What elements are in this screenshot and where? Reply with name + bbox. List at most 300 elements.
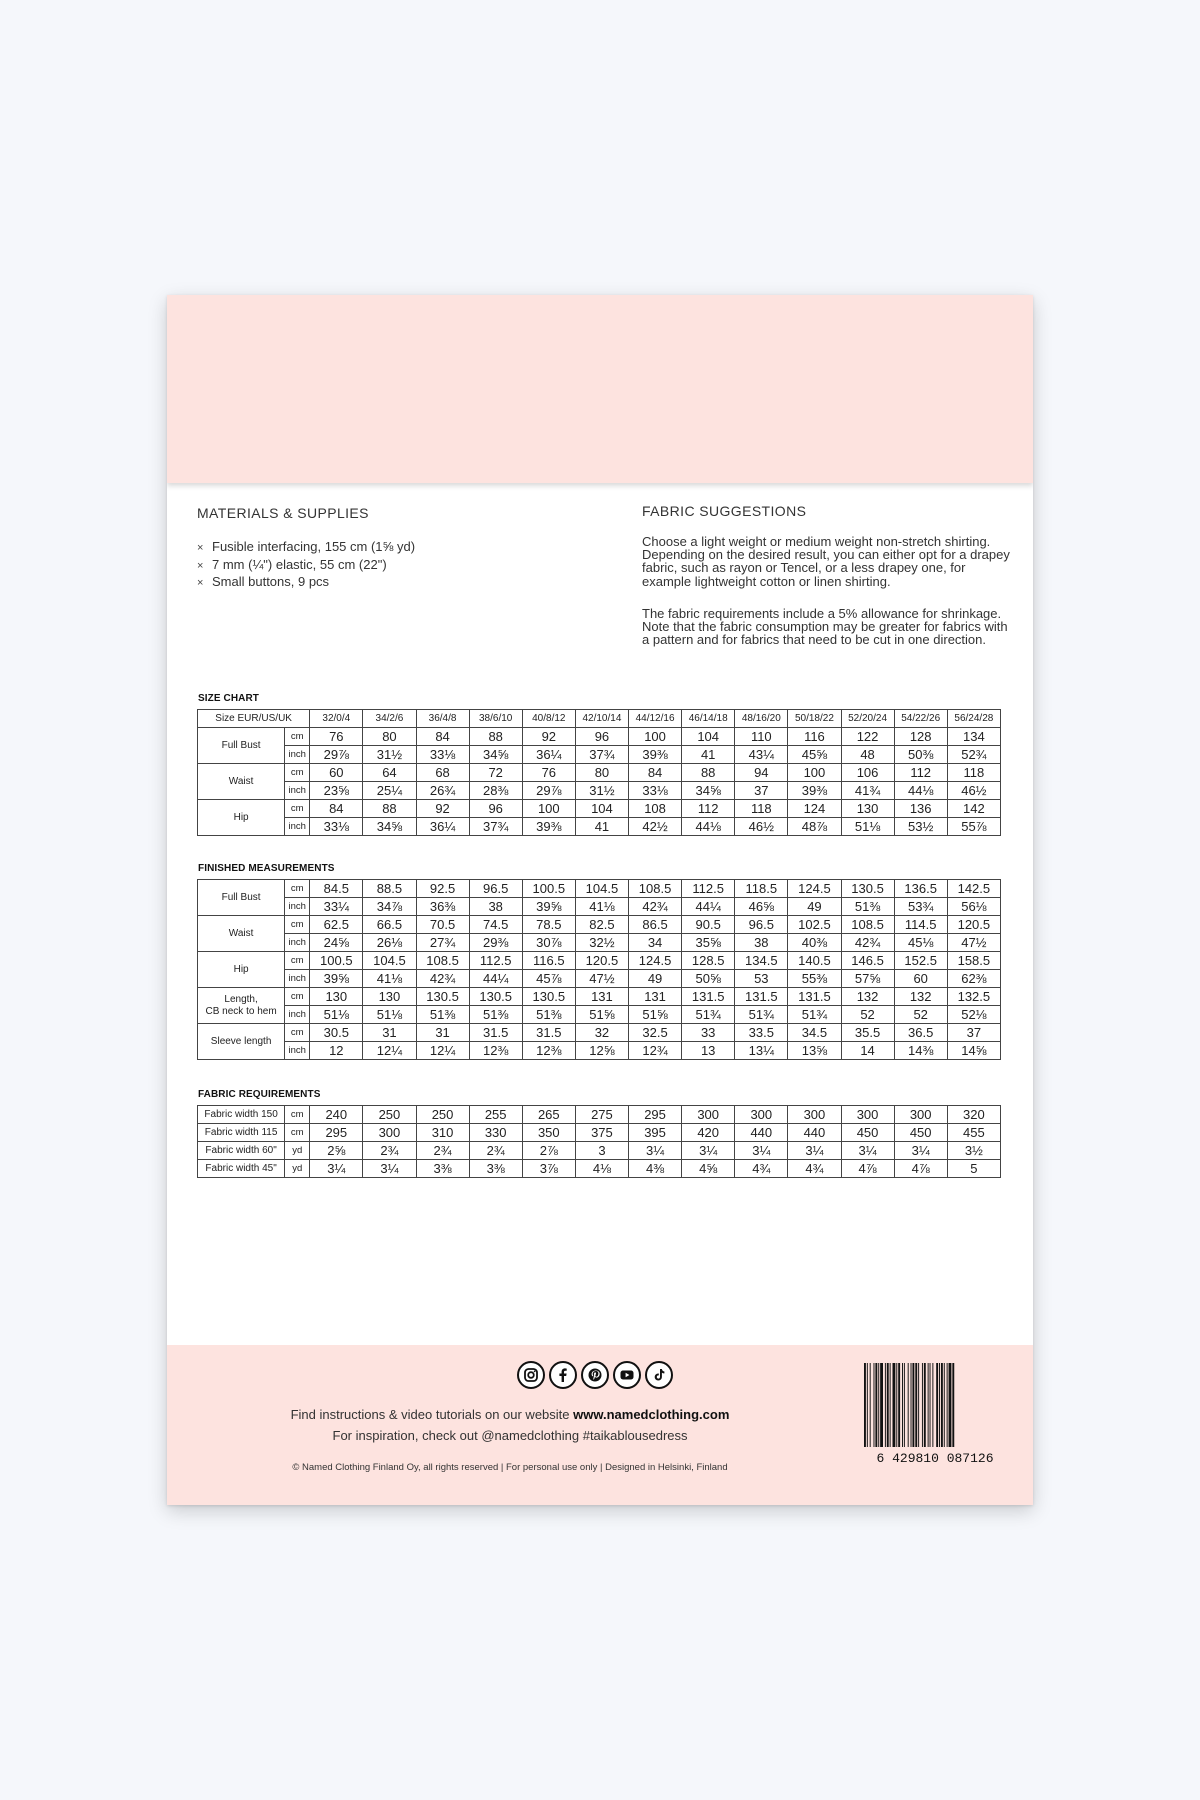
- table-row: [198, 1160, 1001, 1178]
- website-link[interactable]: www.namedclothing.com: [573, 1407, 730, 1422]
- size-column-header: 34/2/6: [363, 710, 416, 728]
- value-cell: 76: [522, 764, 575, 782]
- value-cell: 51¾: [682, 1006, 735, 1024]
- value-cell: 62.5: [310, 916, 363, 934]
- value-cell: 118.5: [735, 880, 788, 898]
- value-cell: 5: [947, 1160, 1000, 1178]
- value-cell: 39⅜: [522, 818, 575, 836]
- value-cell: 13¼: [735, 1042, 788, 1060]
- barcode-bar: [918, 1363, 919, 1447]
- inspiration-line: For inspiration, check out @namedclothing #taikablousedress: [332, 1428, 688, 1443]
- value-cell: 29⅜: [469, 934, 522, 952]
- barcode-bar: [878, 1363, 879, 1447]
- value-cell: 158.5: [947, 952, 1000, 970]
- value-cell: 44¼: [469, 970, 522, 988]
- unit-cell: cm: [285, 988, 310, 1006]
- value-cell: 455: [947, 1124, 1000, 1142]
- size-column-header: 48/16/20: [735, 710, 788, 728]
- value-cell: 12⅜: [522, 1042, 575, 1060]
- value-cell: 31½: [363, 746, 416, 764]
- value-cell: 51⅝: [629, 1006, 682, 1024]
- value-cell: 14⅜: [894, 1042, 947, 1060]
- value-cell: 450: [841, 1124, 894, 1142]
- value-cell: 34⅝: [363, 818, 416, 836]
- value-cell: 84: [310, 800, 363, 818]
- table-row: [198, 916, 1001, 934]
- value-cell: 36.5: [894, 1024, 947, 1042]
- value-cell: 102.5: [788, 916, 841, 934]
- size-column-header: 50/18/22: [788, 710, 841, 728]
- value-cell: 116: [788, 728, 841, 746]
- value-cell: 131.5: [682, 988, 735, 1006]
- unit-cell: inch: [285, 898, 310, 916]
- table-row: [198, 898, 1001, 916]
- value-cell: 3¼: [310, 1160, 363, 1178]
- barcode-bar: [911, 1363, 912, 1447]
- value-cell: 76: [310, 728, 363, 746]
- materials-list: [197, 539, 415, 592]
- measurement-label: Waist: [198, 764, 285, 800]
- value-cell: 110: [735, 728, 788, 746]
- measurement-label: Full Bust: [198, 728, 285, 764]
- value-cell: 33⅛: [629, 782, 682, 800]
- value-cell: 4¾: [788, 1160, 841, 1178]
- value-cell: 36¼: [522, 746, 575, 764]
- value-cell: 4⅞: [841, 1160, 894, 1178]
- barcode-bar: [944, 1363, 945, 1447]
- value-cell: 60: [894, 970, 947, 988]
- value-cell: 3¼: [788, 1142, 841, 1160]
- value-cell: 12: [310, 1042, 363, 1060]
- unit-cell: yd: [285, 1142, 310, 1160]
- value-cell: 46½: [947, 782, 1000, 800]
- barcode-bar: [936, 1363, 938, 1447]
- barcode-bar: [870, 1363, 871, 1447]
- value-cell: 116.5: [522, 952, 575, 970]
- tiktok-icon[interactable]: [645, 1361, 673, 1389]
- value-cell: 23⅝: [310, 782, 363, 800]
- value-cell: 112.5: [682, 880, 735, 898]
- bottom-pink-band: [167, 1345, 1033, 1505]
- value-cell: 4⅞: [894, 1160, 947, 1178]
- value-cell: 51¾: [735, 1006, 788, 1024]
- value-cell: 131.5: [788, 988, 841, 1006]
- fabric-width-label: Fabric width 60": [198, 1142, 285, 1160]
- value-cell: 134.5: [735, 952, 788, 970]
- barcode: [862, 1363, 1008, 1465]
- value-cell: 108.5: [629, 880, 682, 898]
- value-cell: 100.5: [522, 880, 575, 898]
- value-cell: 142.5: [947, 880, 1000, 898]
- value-cell: 32.5: [629, 1024, 682, 1042]
- website-line: [167, 1407, 853, 1422]
- barcode-bar: [893, 1363, 896, 1447]
- unit-cell: inch: [285, 1042, 310, 1060]
- value-cell: 106: [841, 764, 894, 782]
- value-cell: 51⅛: [363, 1006, 416, 1024]
- value-cell: 2¾: [416, 1142, 469, 1160]
- value-cell: 300: [363, 1124, 416, 1142]
- value-cell: 51⅛: [310, 1006, 363, 1024]
- value-cell: 2⅞: [522, 1142, 575, 1160]
- unit-cell: inch: [285, 746, 310, 764]
- facebook-icon[interactable]: [549, 1361, 577, 1389]
- barcode-bar: [949, 1363, 952, 1447]
- pattern-back-sheet: [167, 295, 1033, 1505]
- value-cell: 3: [575, 1142, 628, 1160]
- value-cell: 52⅛: [947, 1006, 1000, 1024]
- value-cell: 41⅛: [575, 898, 628, 916]
- barcode-bar: [915, 1363, 917, 1447]
- value-cell: 96: [469, 800, 522, 818]
- value-cell: 86.5: [629, 916, 682, 934]
- table-row: [198, 800, 1001, 818]
- table-row: [198, 782, 1001, 800]
- barcode-bar: [908, 1363, 909, 1447]
- value-cell: 39⅜: [629, 746, 682, 764]
- barcode-bar: [912, 1363, 914, 1447]
- value-cell: 37: [947, 1024, 1000, 1042]
- value-cell: 33.5: [735, 1024, 788, 1042]
- value-cell: 330: [469, 1124, 522, 1142]
- fabric-suggestions-paragraph: Choose a light weight or medium weight non-stretch shirting. Depending on the desired result, you can either opt for a drapey fabric, such as rayon or Tencel, or a less drapey one, for example lightweight cotton or linen shirting.: [642, 534, 1010, 589]
- value-cell: 92.5: [416, 880, 469, 898]
- pinterest-icon[interactable]: [581, 1361, 609, 1389]
- value-cell: 48: [841, 746, 894, 764]
- value-cell: 112: [682, 800, 735, 818]
- fabric-width-label: Fabric width 45": [198, 1160, 285, 1178]
- value-cell: 275: [575, 1106, 628, 1124]
- value-cell: 104.5: [575, 880, 628, 898]
- value-cell: 31: [363, 1024, 416, 1042]
- value-cell: 34⅞: [363, 898, 416, 916]
- instagram-icon[interactable]: [517, 1361, 545, 1389]
- value-cell: 45⅝: [788, 746, 841, 764]
- value-cell: 3¼: [894, 1142, 947, 1160]
- size-column-header: 46/14/18: [682, 710, 735, 728]
- barcode-bar: [930, 1363, 931, 1447]
- unit-cell: cm: [285, 800, 310, 818]
- value-cell: 28⅜: [469, 782, 522, 800]
- value-cell: 100.5: [310, 952, 363, 970]
- value-cell: 131: [629, 988, 682, 1006]
- value-cell: 136.5: [894, 880, 947, 898]
- value-cell: 32: [575, 1024, 628, 1042]
- barcode-bar: [941, 1363, 943, 1447]
- fabric-width-label: Fabric width 150: [198, 1106, 285, 1124]
- value-cell: 47½: [947, 934, 1000, 952]
- value-cell: 130.5: [522, 988, 575, 1006]
- value-cell: 50⅜: [894, 746, 947, 764]
- value-cell: 51⅜: [469, 1006, 522, 1024]
- size-column-header: 42/10/14: [575, 710, 628, 728]
- value-cell: 84: [416, 728, 469, 746]
- value-cell: 131: [575, 988, 628, 1006]
- barcode-bar: [904, 1363, 905, 1447]
- value-cell: 34⅝: [682, 782, 735, 800]
- value-cell: 42¾: [841, 934, 894, 952]
- table-row: [198, 1042, 1001, 1060]
- value-cell: 12¾: [629, 1042, 682, 1060]
- barcode-bar: [924, 1363, 926, 1447]
- value-cell: 112: [894, 764, 947, 782]
- barcode-bar: [932, 1363, 933, 1447]
- value-cell: 130: [363, 988, 416, 1006]
- youtube-icon[interactable]: [613, 1361, 641, 1389]
- fabric-suggestions-title: FABRIC SUGGESTIONS: [642, 503, 807, 519]
- size-column-header: 40/8/12: [522, 710, 575, 728]
- value-cell: 39⅜: [788, 782, 841, 800]
- value-cell: 100: [788, 764, 841, 782]
- value-cell: 39⅝: [310, 970, 363, 988]
- value-cell: 300: [788, 1106, 841, 1124]
- value-cell: 146.5: [841, 952, 894, 970]
- barcode-bar: [875, 1363, 877, 1447]
- table-row: [198, 746, 1001, 764]
- unit-cell: cm: [285, 1106, 310, 1124]
- barcode-bar: [864, 1363, 866, 1447]
- value-cell: 130.5: [469, 988, 522, 1006]
- value-cell: 12¼: [416, 1042, 469, 1060]
- table-row: [198, 818, 1001, 836]
- barcode-bar: [928, 1363, 929, 1447]
- value-cell: 70.5: [416, 916, 469, 934]
- measurement-label: Waist: [198, 916, 285, 952]
- size-header-row: [198, 710, 1001, 728]
- fabric-width-label: Fabric width 115: [198, 1124, 285, 1142]
- value-cell: 50⅝: [682, 970, 735, 988]
- table-row: [198, 764, 1001, 782]
- value-cell: 40⅜: [788, 934, 841, 952]
- value-cell: 100: [629, 728, 682, 746]
- value-cell: 51⅜: [841, 898, 894, 916]
- barcode-bar: [902, 1363, 903, 1447]
- value-cell: 3¼: [735, 1142, 788, 1160]
- value-cell: 34⅝: [469, 746, 522, 764]
- value-cell: 395: [629, 1124, 682, 1142]
- size-column-header: 32/0/4: [310, 710, 363, 728]
- table-row: [198, 1006, 1001, 1024]
- value-cell: 41⅛: [363, 970, 416, 988]
- value-cell: 45⅞: [522, 970, 575, 988]
- value-cell: 30⅞: [522, 934, 575, 952]
- value-cell: 108.5: [841, 916, 894, 934]
- value-cell: 118: [947, 764, 1000, 782]
- value-cell: 25¼: [363, 782, 416, 800]
- value-cell: 51⅝: [575, 1006, 628, 1024]
- materials-title: MATERIALS & SUPPLIES: [197, 505, 369, 521]
- value-cell: 44⅛: [894, 782, 947, 800]
- value-cell: 74.5: [469, 916, 522, 934]
- value-cell: 3½: [947, 1142, 1000, 1160]
- value-cell: 440: [788, 1124, 841, 1142]
- value-cell: 130: [310, 988, 363, 1006]
- unit-cell: cm: [285, 764, 310, 782]
- value-cell: 35.5: [841, 1024, 894, 1042]
- table-row: [198, 1124, 1001, 1142]
- finished-measurements-title: FINISHED MEASUREMENTS: [198, 863, 335, 874]
- value-cell: 4¾: [735, 1160, 788, 1178]
- value-cell: 82.5: [575, 916, 628, 934]
- value-cell: 14⅝: [947, 1042, 1000, 1060]
- value-cell: 49: [629, 970, 682, 988]
- value-cell: 39⅝: [522, 898, 575, 916]
- unit-cell: inch: [285, 970, 310, 988]
- value-cell: 33⅛: [416, 746, 469, 764]
- value-cell: 48⅞: [788, 818, 841, 836]
- value-cell: 128: [894, 728, 947, 746]
- table-row: [198, 988, 1001, 1006]
- value-cell: 124.5: [629, 952, 682, 970]
- materials-item-text: Small buttons, 9 pcs: [212, 574, 330, 589]
- value-cell: 41¾: [841, 782, 894, 800]
- value-cell: 38: [469, 898, 522, 916]
- value-cell: 2¾: [469, 1142, 522, 1160]
- value-cell: 2¾: [363, 1142, 416, 1160]
- barcode-bar: [939, 1363, 940, 1447]
- value-cell: 45⅛: [894, 934, 947, 952]
- unit-cell: inch: [285, 934, 310, 952]
- value-cell: 3⅜: [469, 1160, 522, 1178]
- value-cell: 33: [682, 1024, 735, 1042]
- value-cell: 3¼: [682, 1142, 735, 1160]
- top-pink-band: [167, 295, 1033, 483]
- fabric-allowance-paragraph: The fabric requirements include a 5% allowance for shrinkage. Note that the fabric consumption may be greater for fabrics with a pattern and for fabrics that need to be cut in one direction.: [642, 606, 1008, 648]
- unit-cell: cm: [285, 952, 310, 970]
- table-row: [198, 880, 1001, 898]
- website-line-text: Find instructions & video tutorials on our website: [290, 1407, 574, 1422]
- value-cell: 43¼: [735, 746, 788, 764]
- size-column-header: 38/6/10: [469, 710, 522, 728]
- value-cell: 53: [735, 970, 788, 988]
- value-cell: 36¼: [416, 818, 469, 836]
- value-cell: 2⅝: [310, 1142, 363, 1160]
- value-cell: 100: [522, 800, 575, 818]
- value-cell: 51⅜: [416, 1006, 469, 1024]
- value-cell: 90.5: [682, 916, 735, 934]
- unit-cell: cm: [285, 1024, 310, 1042]
- value-cell: 14: [841, 1042, 894, 1060]
- barcode-bar: [898, 1363, 900, 1447]
- value-cell: 450: [894, 1124, 947, 1142]
- value-cell: 80: [575, 764, 628, 782]
- barcode-bar: [896, 1363, 897, 1447]
- materials-item: [197, 557, 415, 575]
- value-cell: 3¼: [841, 1142, 894, 1160]
- value-cell: 92: [522, 728, 575, 746]
- size-chart-title: SIZE CHART: [198, 693, 259, 704]
- value-cell: 51⅛: [841, 818, 894, 836]
- unit-cell: cm: [285, 728, 310, 746]
- measurement-label: Full Bust: [198, 880, 285, 916]
- value-cell: 30.5: [310, 1024, 363, 1042]
- value-cell: 120.5: [947, 916, 1000, 934]
- value-cell: 152.5: [894, 952, 947, 970]
- value-cell: 12¼: [363, 1042, 416, 1060]
- value-cell: 12⅜: [469, 1042, 522, 1060]
- value-cell: 300: [894, 1106, 947, 1124]
- value-cell: 104: [575, 800, 628, 818]
- value-cell: 44⅛: [682, 818, 735, 836]
- value-cell: 36⅜: [416, 898, 469, 916]
- bullet-cross-icon: ×: [197, 542, 204, 554]
- table-row: [198, 728, 1001, 746]
- size-column-header: 44/12/16: [629, 710, 682, 728]
- value-cell: 3¼: [363, 1160, 416, 1178]
- value-cell: 64: [363, 764, 416, 782]
- value-cell: 46½: [735, 818, 788, 836]
- value-cell: 130.5: [416, 988, 469, 1006]
- value-cell: 92: [416, 800, 469, 818]
- materials-item-text: Fusible interfacing, 155 cm (1⅝ yd): [212, 539, 416, 554]
- value-cell: 112.5: [469, 952, 522, 970]
- value-cell: 53¾: [894, 898, 947, 916]
- value-cell: 34.5: [788, 1024, 841, 1042]
- value-cell: 320: [947, 1106, 1000, 1124]
- value-cell: 31.5: [469, 1024, 522, 1042]
- value-cell: 265: [522, 1106, 575, 1124]
- value-cell: 4⅝: [682, 1160, 735, 1178]
- value-cell: 24⅝: [310, 934, 363, 952]
- value-cell: 34: [629, 934, 682, 952]
- value-cell: 136: [894, 800, 947, 818]
- value-cell: 26⅛: [363, 934, 416, 952]
- unit-cell: cm: [285, 880, 310, 898]
- measurement-label: Length, CB neck to hem: [198, 988, 285, 1024]
- materials-item: [197, 574, 415, 592]
- value-cell: 295: [310, 1124, 363, 1142]
- value-cell: 88.5: [363, 880, 416, 898]
- value-cell: 108: [629, 800, 682, 818]
- value-cell: 41: [575, 818, 628, 836]
- materials-item-text: 7 mm (¼") elastic, 55 cm (22"): [212, 556, 387, 572]
- value-cell: 132: [894, 988, 947, 1006]
- copyright-notice: © Named Clothing Finland Oy, all rights reserved | For personal use only | Designed in Helsinki, Finland: [292, 1462, 728, 1473]
- value-cell: 52: [841, 1006, 894, 1024]
- value-cell: 88: [469, 728, 522, 746]
- value-cell: 104.5: [363, 952, 416, 970]
- barcode-bar: [874, 1363, 875, 1447]
- value-cell: 80: [363, 728, 416, 746]
- value-cell: 49: [788, 898, 841, 916]
- value-cell: 300: [735, 1106, 788, 1124]
- value-cell: 35⅝: [682, 934, 735, 952]
- barcode-bar: [867, 1363, 868, 1447]
- bullet-cross-icon: ×: [197, 559, 204, 572]
- value-cell: 310: [416, 1124, 469, 1142]
- value-cell: 114.5: [894, 916, 947, 934]
- value-cell: 132: [841, 988, 894, 1006]
- value-cell: 142: [947, 800, 1000, 818]
- value-cell: 66.5: [363, 916, 416, 934]
- unit-cell: cm: [285, 1124, 310, 1142]
- fabric-requirements-title: FABRIC REQUIREMENTS: [198, 1089, 321, 1100]
- size-chart-table: [197, 709, 1001, 836]
- value-cell: 29⅞: [522, 782, 575, 800]
- value-cell: 140.5: [788, 952, 841, 970]
- value-cell: 29⅞: [310, 746, 363, 764]
- value-cell: 72: [469, 764, 522, 782]
- value-cell: 46⅝: [735, 898, 788, 916]
- materials-item: [197, 539, 415, 557]
- value-cell: 27¾: [416, 934, 469, 952]
- value-cell: 13: [682, 1042, 735, 1060]
- value-cell: 300: [682, 1106, 735, 1124]
- value-cell: 440: [735, 1124, 788, 1142]
- barcode-bar: [947, 1363, 948, 1447]
- value-cell: 250: [416, 1106, 469, 1124]
- value-cell: 56⅛: [947, 898, 1000, 916]
